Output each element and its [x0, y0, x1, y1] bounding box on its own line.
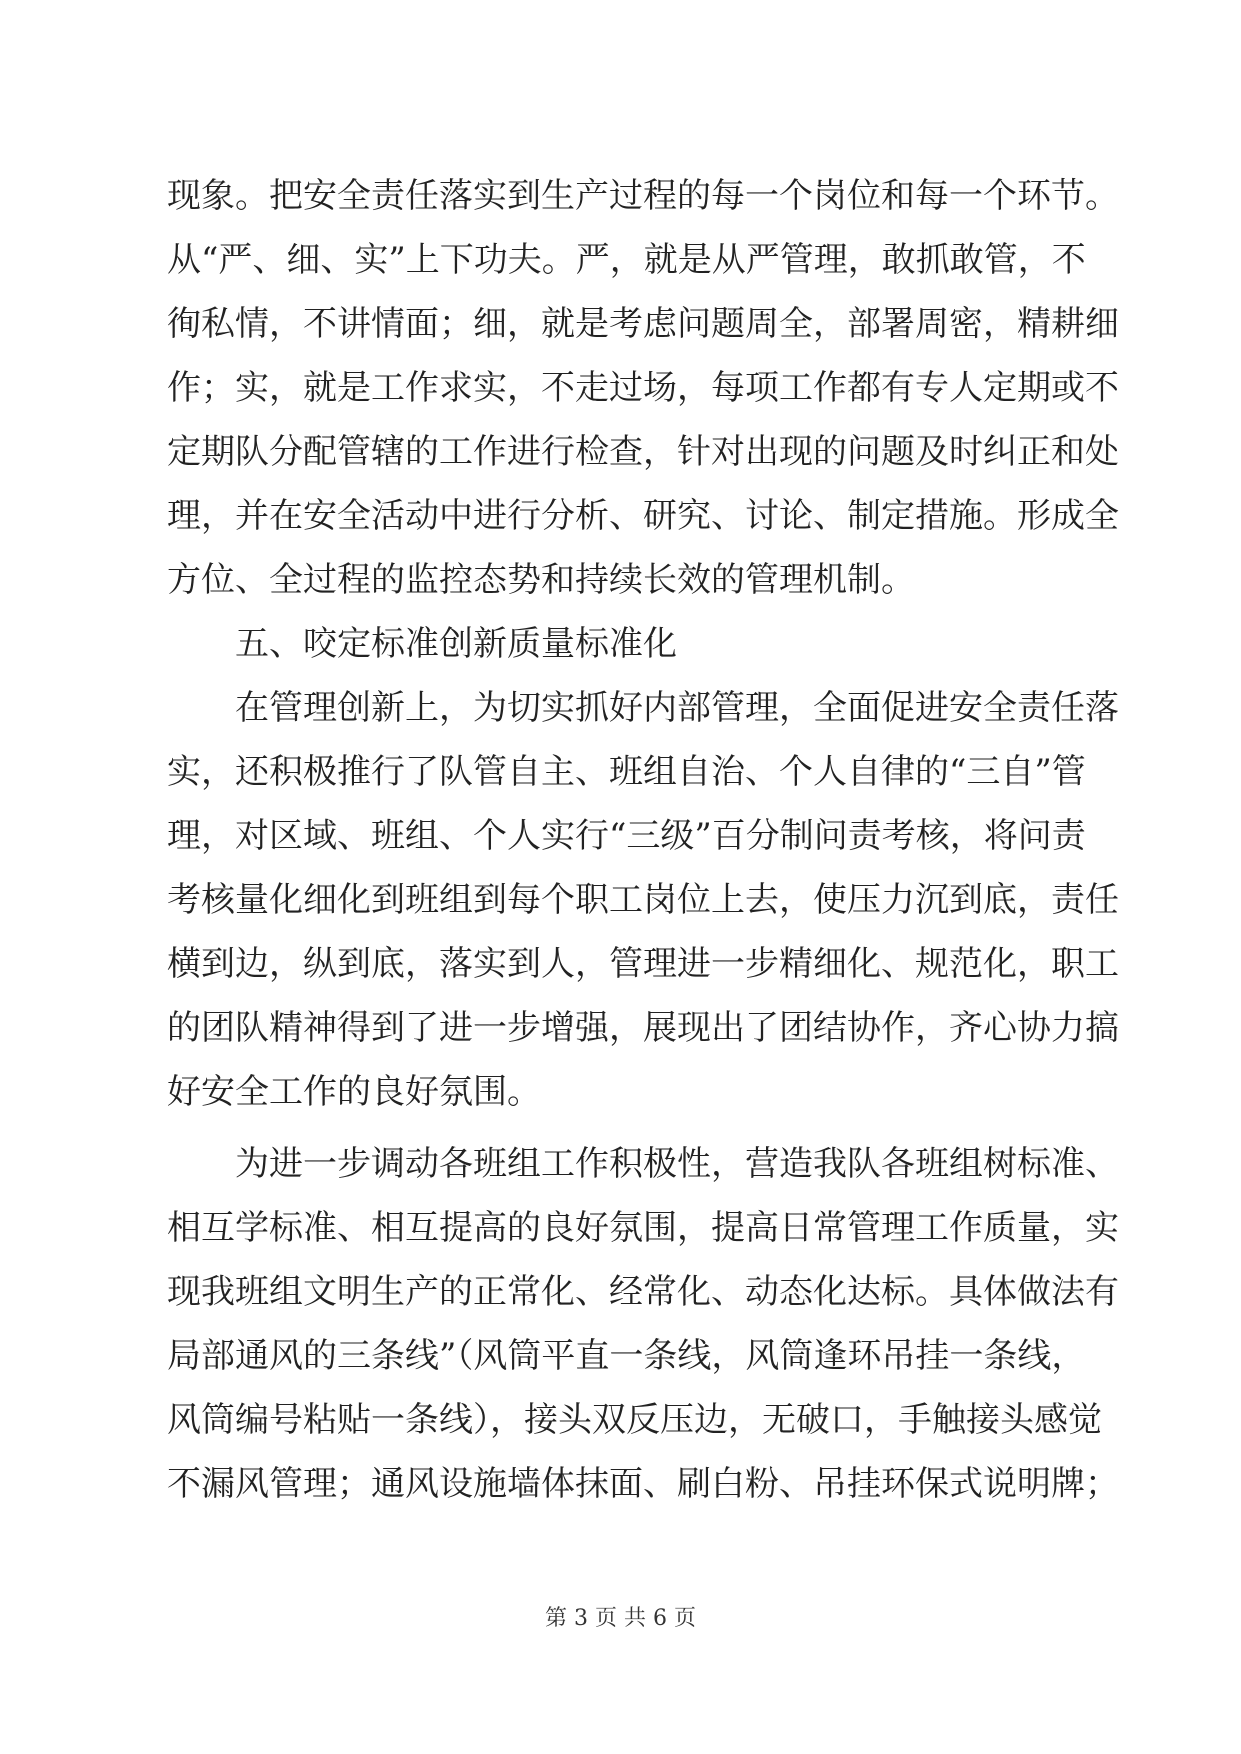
text-line: 相互学标准、相互提高的良好氛围，提高日常管理工作质量，实 [167, 1208, 1119, 1248]
text-line: 的团队精神得到了进一步增强，展现出了团结协作，齐心协力搞 [167, 1008, 1119, 1048]
text-line: 在管理创新上，为切实抓好内部管理，全面促进安全责任落 [235, 688, 1119, 728]
text-line: 不漏风管理；通风设施墙体抹面、刷白粉、吊挂环保式说明牌； [167, 1464, 1119, 1504]
text-line: 局部通风的三条线”（风筒平直一条线，风筒逢环吊挂一条线， [167, 1336, 1086, 1376]
text-line: 徇私情，不讲情面；细，就是考虑问题周全，部署周密，精耕细 [167, 304, 1119, 344]
text-line: 从“严、细、实”上下功夫。严，就是从严管理，敢抓敢管，不 [167, 240, 1086, 280]
text-line: 考核量化细化到班组到每个职工岗位上去，使压力沉到底，责任 [167, 880, 1119, 920]
text-line: 实，还积极推行了队管自主、班组自治、个人自律的“三自”管 [167, 752, 1086, 792]
text-line: 好安全工作的良好氛围。 [167, 1072, 541, 1112]
text-line: 现象。把安全责任落实到生产过程的每一个岗位和每一个环节。 [167, 176, 1119, 216]
text-line: 方位、全过程的监控态势和持续长效的管理机制。 [167, 560, 915, 600]
text-line: 定期队分配管辖的工作进行检查，针对出现的问题及时纠正和处 [167, 432, 1119, 472]
text-line: 作；实，就是工作求实，不走过场，每项工作都有专人定期或不 [167, 368, 1119, 408]
page-footer: 第 3 页 共 6 页 [545, 1606, 696, 1631]
section-heading-text: 五、咬定标准创新质量标准化 [235, 624, 677, 664]
text-line: 横到边，纵到底，落实到人，管理进一步精细化、规范化，职工 [167, 944, 1119, 984]
text-line: 理，并在安全活动中进行分析、研究、讨论、制定措施。形成全 [167, 496, 1119, 536]
text-line: 现我班组文明生产的正常化、经常化、动态化达标。具体做法有 [167, 1272, 1119, 1312]
text-line: 理，对区域、班组、个人实行“三级”百分制问责考核，将问责 [167, 816, 1086, 856]
text-line: 为进一步调动各班组工作积极性，营造我队各班组树标准、 [235, 1144, 1119, 1184]
text-line: 风筒编号粘贴一条线），接头双反压边，无破口，手触接头感觉 [167, 1400, 1102, 1440]
